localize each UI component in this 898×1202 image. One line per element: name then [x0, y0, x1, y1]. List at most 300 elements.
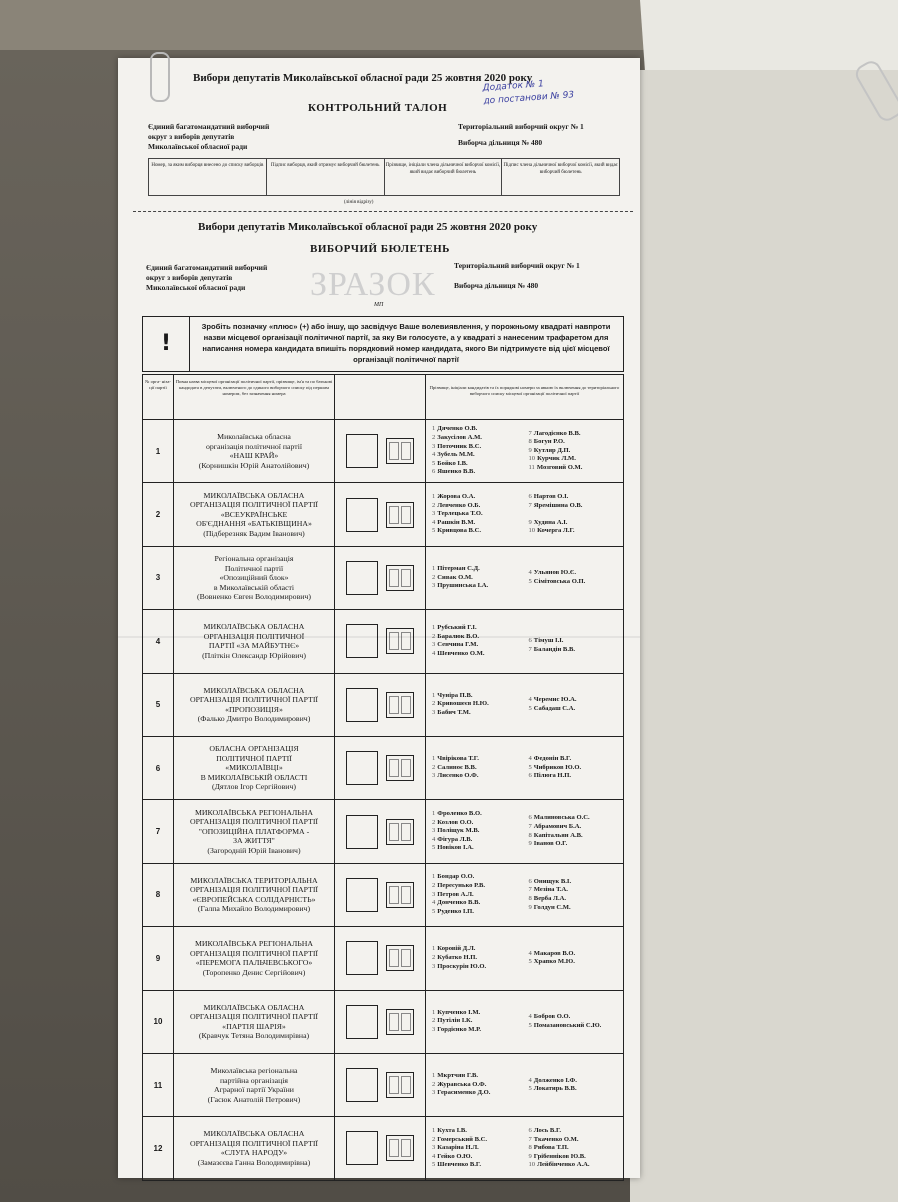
candidate-index: 3 [432, 827, 436, 835]
candidate-index: 4 [432, 451, 436, 459]
stub-district-right [458, 122, 628, 148]
candidate-column [529, 486, 618, 542]
stub-column: Підпис члена дільничної виборчої комісії, який видає виборчий бюлетень [503, 163, 618, 175]
candidate-name: 8 Рибова Т.П. [528, 1144, 569, 1152]
candidate-index: 6 [528, 1127, 532, 1134]
candidate-name: 2 Кривошеєв Н.Ю. [432, 700, 489, 708]
candidate-column [529, 1057, 618, 1113]
candidate-name: 11 Мозговий О.М. [528, 464, 583, 472]
candidate-name: 3 Поліщук М.В. [432, 827, 480, 835]
candidate-column [529, 930, 618, 986]
candidate-name: 3 Лисенко О.Ф. [432, 772, 479, 780]
party-name-line: (Кравчук Тетяна Володимирівна) [198, 1031, 310, 1041]
candidate-name: 3 Поточник В.С. [432, 442, 482, 450]
party-vote-checkbox[interactable] [346, 815, 378, 849]
party-name-line: (Підберезняк Вадим Іванович) [203, 528, 305, 538]
party-vote-checkbox[interactable] [346, 688, 378, 722]
candidate-index: 7 [528, 1135, 532, 1143]
candidate-name: 5 Чибриков Ю.О. [528, 763, 582, 771]
party-name-line: (Замазєєва Ганна Володимирівна) [197, 1157, 311, 1167]
candidate-index: 11 [528, 464, 535, 472]
candidate-name: 1 Чуніра П.В. [432, 691, 473, 699]
party-vote-checkbox[interactable] [346, 1005, 378, 1039]
candidate-index: 2 [432, 954, 436, 962]
candidate-name: 10 Кочерга Л.Г. [528, 527, 575, 535]
candidate-index: 3 [432, 510, 436, 518]
candidate-name: 1 Пітерман С.Д. [432, 565, 480, 573]
header-party: Повна назва місцевої організації політичної партії, прізвище, ім'я та по батькові кандидата в депутати, включеного до єдиного виборчого списку під першим номером, без зазначення номера [174, 375, 335, 419]
candidate-index: 5 [432, 527, 436, 535]
party-name-line: Миколаївська обласна [217, 432, 291, 442]
party-name [174, 737, 335, 799]
candidate-name: 9 Худяна А.І. [528, 518, 568, 526]
party-name-line: ОРГАНІЗАЦІЯ ПОЛІТИЧНОЇ ПАРТІЇ [189, 1138, 319, 1148]
candidate-name: 2 Путілін І.К. [432, 1017, 473, 1025]
candidate-name: 4 Донченко В.В. [432, 899, 481, 907]
stub-heading: КОНТРОЛЬНИЙ ТАЛОН [308, 102, 448, 114]
party-name-line: «МИКОЛАЇВЦІ» [225, 763, 283, 773]
candidate-name: 3 Прушинська І.А. [432, 582, 489, 590]
candidate-index: 6 [528, 877, 532, 885]
digit-stencil [389, 506, 399, 524]
party-name [174, 991, 335, 1053]
party-number: 6 [143, 737, 174, 799]
candidate-number-box[interactable] [386, 692, 414, 718]
candidate-name: 8 Капітальян А.В. [528, 831, 583, 839]
candidate-name: 3 Бабич Т.М. [432, 709, 471, 717]
party-number: 12 [143, 1117, 174, 1179]
digit-stencil [401, 569, 411, 587]
candidate-name: 1 Бондар О.О. [432, 873, 475, 881]
party-number: 3 [143, 547, 174, 609]
handwritten-line: Додаток № 1 [482, 79, 545, 94]
vote-boxes [335, 991, 426, 1053]
vote-boxes [335, 800, 426, 862]
ballot-page [118, 58, 640, 1178]
candidate-column [529, 1120, 618, 1176]
party-name [174, 483, 335, 545]
candidate-name: 5 Сабадаш С.А. [528, 704, 576, 712]
candidate-number-box[interactable] [386, 1135, 414, 1161]
candidate-index: 7 [528, 429, 532, 437]
seal-place-label: МП [374, 302, 384, 308]
stub-column: Підпис виборця, який отримує виборчий бюлетень [267, 159, 385, 195]
stub-left-line: Єдиний багатомандатний виборчий [148, 122, 270, 131]
party-name-line: «ПАРТІЯ ШАРІЯ» [222, 1021, 286, 1031]
candidate-index: 3 [432, 772, 436, 780]
candidate-index: 1 [432, 1008, 436, 1016]
candidate-name: 2 Баралюк В.О. [432, 632, 479, 640]
candidate-name: 7 Яремішина О.В. [528, 501, 583, 509]
candidate-list [426, 737, 623, 799]
party-name-line: ОРГАНІЗАЦІЯ ПОЛІТИЧНОЇ ПАРТІЇ [189, 817, 319, 827]
candidate-index: 4 [432, 649, 436, 657]
candidate-name: 2 Салиноє В.В. [432, 763, 477, 771]
candidate-column [529, 550, 618, 606]
party-row [143, 420, 623, 483]
stub-signature-table [148, 158, 620, 196]
candidate-name: 4 Черемис Ю.А. [528, 696, 577, 704]
candidate-number-box[interactable] [386, 502, 414, 528]
vote-boxes [335, 1117, 426, 1179]
party-name-line: ЗА ЖИТТЯ" [233, 836, 275, 846]
candidate-index: 10 [528, 527, 536, 535]
party-name-line: (Дятлов Ігор Сергійович) [212, 782, 296, 792]
digit-stencil [401, 886, 411, 904]
candidate-index: 8 [528, 894, 532, 902]
header-candidates: Прізвище, ініціали кандидатів та їх порядкові номери за явною їх включення до територіального виборчого списку місцевої організації політичної партії [429, 385, 620, 396]
candidate-index: 3 [432, 641, 436, 649]
candidate-index: 2 [432, 818, 436, 826]
stub-title: Вибори депутатів Миколаївської обласної ради 25 жовтня 2020 року [193, 72, 533, 84]
digit-stencil [389, 886, 399, 904]
candidate-index: 5 [528, 577, 532, 585]
candidate-name: 1 Коровій Д.Л. [432, 945, 476, 953]
background-paper-right [630, 70, 898, 1202]
candidate-index: 3 [432, 582, 436, 590]
candidate-list [426, 547, 623, 609]
candidate-index: 8 [528, 831, 532, 839]
party-name [174, 800, 335, 862]
candidate-number-box[interactable] [386, 819, 414, 845]
digit-stencil [389, 442, 399, 460]
candidate-index: 9 [528, 446, 532, 454]
party-name [174, 1117, 335, 1179]
candidate-name: 5 Храпко М.Ю. [528, 958, 575, 966]
candidate-index: 3 [432, 1144, 436, 1152]
candidate-name: 2 Закусілов А.М. [432, 434, 482, 441]
candidate-column [432, 994, 521, 1050]
candidate-index: 4 [528, 755, 532, 763]
candidate-name: 7 Баландін В.В. [528, 645, 576, 653]
candidate-name: 1 Мкртчян Г.В. [432, 1072, 479, 1080]
candidate-index: 7 [528, 645, 532, 653]
candidate-index: 5 [528, 704, 532, 712]
candidate-index: 2 [432, 1080, 436, 1088]
candidate-column [529, 803, 618, 859]
candidate-index: 2 [432, 1017, 436, 1025]
candidate-number-box[interactable] [386, 1072, 414, 1098]
ballot-left-line: округ з виборів депутатів [146, 273, 233, 282]
candidate-index: 1 [432, 755, 436, 763]
candidate-index: 4 [432, 518, 436, 526]
vote-boxes [335, 737, 426, 799]
candidate-name: 3 Гордієнко М.Р. [432, 1026, 481, 1033]
party-vote-checkbox[interactable] [346, 751, 378, 785]
candidate-index: 1 [432, 691, 436, 699]
candidate-column [529, 677, 618, 733]
ballot-right-line: Територіальний виборчий округ № 1 [454, 261, 580, 270]
party-name-line: Миколаївська регіональна [210, 1066, 298, 1076]
party-name-line: МИКОЛАЇВСЬКА ОБЛАСНА [203, 622, 305, 632]
candidate-name: 3 Герасименко Д.О. [432, 1089, 491, 1097]
candidate-number-box[interactable] [386, 755, 414, 781]
party-vote-checkbox[interactable] [346, 561, 378, 595]
candidate-index: 3 [432, 962, 436, 970]
candidate-number-box[interactable] [386, 565, 414, 591]
digit-stencil [389, 1013, 399, 1031]
candidate-index: 1 [432, 493, 436, 501]
party-name [174, 610, 335, 672]
digit-stencil [401, 949, 411, 967]
candidate-name: 4 Зубель М.М. [432, 451, 475, 459]
ballot-table [142, 374, 624, 1181]
candidate-index: 2 [432, 434, 436, 441]
candidate-index: 1 [432, 565, 436, 573]
vote-boxes [335, 1054, 426, 1116]
candidate-number-box[interactable] [386, 882, 414, 908]
party-name-line: "ОПОЗИЦІЙНА ПЛАТФОРМА - [198, 826, 310, 836]
ballot-heading: ВИБОРЧИЙ БЮЛЕТЕНЬ [310, 243, 450, 255]
candidate-index: 6 [528, 493, 532, 501]
candidate-list [426, 864, 623, 926]
candidate-name: 1 Рубський Г.І. [432, 624, 477, 632]
candidate-index: 10 [528, 455, 536, 463]
candidate-column [432, 550, 521, 606]
party-number: 8 [143, 864, 174, 926]
party-name-line: ПОЛІТИЧНОЇ ПАРТІЇ [216, 753, 292, 763]
candidate-index: 1 [432, 1072, 436, 1080]
candidate-name: 5 Локатирь В.В. [528, 1085, 577, 1093]
party-name-line: (Фалько Дмитро Володимирович) [197, 714, 311, 724]
candidate-list [426, 483, 623, 545]
party-vote-checkbox[interactable] [346, 1068, 378, 1102]
vote-boxes [335, 483, 426, 545]
candidate-column [432, 930, 521, 986]
digit-stencil [401, 759, 411, 777]
candidate-name: 1 Кухта І.В. [432, 1127, 467, 1134]
candidate-name: 5 Сімітовська О.П. [528, 577, 586, 585]
party-vote-checkbox[interactable] [346, 878, 378, 912]
stub-right-line: Виборча дільниця № 480 [458, 138, 543, 147]
candidate-index: 8 [528, 1144, 532, 1152]
candidate-index: 10 [528, 1161, 536, 1169]
party-vote-checkbox[interactable] [346, 498, 378, 532]
party-name-line: В МИКОЛАЇВСЬКІЙ ОБЛАСТІ [200, 772, 308, 782]
stub-column: Номер, за яким виборця внесено до списку виборців [149, 159, 267, 195]
candidate-index: 6 [528, 814, 532, 822]
candidate-index: 9 [528, 903, 532, 911]
candidate-index: 5 [432, 1161, 436, 1169]
candidate-name: 2 Козлов О.О. [432, 818, 474, 826]
digit-stencil [401, 1139, 411, 1157]
candidate-index: 1 [432, 1127, 436, 1134]
candidate-column [529, 740, 618, 796]
candidate-name: 6 Лось В.Г. [528, 1127, 562, 1134]
paper-fold [118, 636, 640, 638]
ballot-left-line: Миколаївської обласної ради [146, 283, 246, 292]
party-name [174, 674, 335, 736]
candidate-index: 3 [432, 709, 436, 717]
digit-stencil [401, 506, 411, 524]
digit-stencil [389, 1076, 399, 1094]
candidate-index: 7 [528, 886, 532, 894]
party-vote-checkbox[interactable] [346, 434, 378, 468]
candidate-name: 9 Кутляр Д.П. [528, 446, 571, 454]
candidate-index: 7 [528, 822, 532, 830]
candidate-name: 4 Фігура Л.В. [432, 835, 473, 843]
candidate-name: 2 Сивак О.М. [432, 573, 473, 581]
candidate-number-box[interactable] [386, 438, 414, 464]
candidate-list [426, 927, 623, 989]
party-row [143, 991, 623, 1054]
candidate-index: 9 [528, 518, 532, 526]
ballot-right-line: Виборча дільниця № 480 [454, 281, 539, 290]
party-row [143, 737, 623, 800]
candidate-column [529, 994, 618, 1050]
candidate-name: 3 Петров А.Л. [432, 890, 474, 898]
candidate-list [426, 674, 623, 736]
stub-column: Прізвище, ініціали члена дільничної виборчої комісії, який видає виборчий бюлетень [385, 159, 503, 195]
party-row [143, 483, 623, 546]
candidate-name: 6 Яшенко В.В. [432, 468, 476, 476]
party-name-line: МИКОЛАЇВСЬКА ОБЛАСНА [203, 685, 305, 695]
party-name-line: «ЄВРОПЕЙСЬКА СОЛІДАРНІСТЬ» [192, 894, 316, 904]
candidate-name: 7 Ткаченко О.М. [528, 1135, 579, 1143]
party-name-line: МИКОЛАЇВСЬКА ОБЛАСНА [203, 490, 305, 500]
party-name-line: МИКОЛАЇВСЬКА РЕГІОНАЛЬНА [194, 807, 314, 817]
candidate-column [529, 867, 618, 923]
candidate-name: 1 Чвірікова Т.Г. [432, 755, 479, 763]
digit-stencil [389, 696, 399, 714]
candidate-column [529, 613, 618, 669]
candidate-name: 1 Дяченко О.В. [432, 425, 478, 433]
party-name-line: МИКОЛАЇВСЬКА ТЕРИТОРІАЛЬНА [190, 875, 318, 885]
party-name-line: Політичної партії [224, 563, 284, 573]
candidate-name: 3 Терлецька Т.О. [432, 510, 483, 518]
header-marks [335, 375, 426, 419]
party-name-line: ОРГАНІЗАЦІЯ ПОЛІТИЧНОЇ ПАРТІЇ [189, 885, 319, 895]
candidate-list [426, 420, 623, 482]
stub-left-line: округ з виборів депутатів [148, 132, 235, 141]
candidate-name: 8 Верба Л.А. [528, 894, 567, 902]
candidate-index: 2 [432, 763, 436, 771]
digit-stencil [389, 759, 399, 777]
candidate-index: 6 [528, 772, 532, 780]
candidate-list [426, 1117, 623, 1179]
party-name [174, 927, 335, 989]
party-row [143, 1117, 623, 1179]
candidate-number-box[interactable] [386, 1009, 414, 1035]
candidate-name: 9 Іванов О.Г. [528, 840, 568, 848]
candidate-name: 9 Грібенніков Ю.В. [528, 1152, 586, 1160]
candidate-list [426, 1054, 623, 1116]
digit-stencil [389, 949, 399, 967]
party-number: 4 [143, 610, 174, 672]
candidate-name: 4 Долженко І.Ф. [528, 1076, 577, 1084]
party-name [174, 864, 335, 926]
paperclip-icon [150, 52, 170, 102]
digit-stencil [401, 823, 411, 841]
candidate-name: 5 Шевченко В.Г. [432, 1161, 482, 1169]
candidate-number-box[interactable] [386, 945, 414, 971]
party-name-line: в Миколаївській області [213, 582, 295, 592]
candidate-name: 5 Кривцова В.С. [432, 527, 481, 535]
party-row [143, 927, 623, 990]
candidate-index: 2 [432, 700, 436, 708]
candidate-name: 5 Руденко І.П. [432, 907, 474, 915]
party-number: 2 [143, 483, 174, 545]
candidate-column [432, 867, 521, 923]
candidate-name: 2 Пересунько Р.В. [432, 882, 486, 890]
party-name-line: «Опозиційний блок» [219, 573, 289, 583]
party-name-line: «СЛУГА НАРОДУ» [220, 1148, 288, 1158]
candidate-name: 4 Макаров В.О. [528, 949, 576, 957]
party-name-line: ОРГАНІЗАЦІЯ ПОЛІТИЧНОЇ ПАРТІЇ [189, 948, 319, 958]
candidate-column [432, 740, 521, 796]
vote-boxes [335, 547, 426, 609]
candidate-name: 2 Кубатко Н.П. [432, 954, 477, 962]
party-vote-checkbox[interactable] [346, 1131, 378, 1165]
digit-stencil [389, 569, 399, 587]
candidate-number-box[interactable] [386, 628, 414, 654]
cut-line [133, 211, 633, 212]
candidate-column [432, 677, 521, 733]
digit-stencil [389, 1139, 399, 1157]
candidate-name: 10 Курчик Л.М. [528, 455, 576, 463]
candidate-name: 2 Журавська О.Ф. [432, 1080, 487, 1088]
vote-boxes [335, 610, 426, 672]
vote-boxes [335, 420, 426, 482]
party-name-line: (Гасюк Анатолій Петрович) [207, 1094, 301, 1104]
party-name [174, 547, 335, 609]
party-row [143, 864, 623, 927]
digit-stencil [401, 696, 411, 714]
candidate-name: 8 Богун Р.О. [528, 438, 565, 446]
digit-stencil [401, 442, 411, 460]
candidate-name: 2 Левченко О.Б. [432, 501, 481, 509]
party-vote-checkbox[interactable] [346, 624, 378, 658]
stub-district-left [148, 122, 318, 152]
candidate-name: 1 Фроленко В.О. [432, 810, 482, 818]
exclamation-icon: ! [143, 317, 190, 371]
stub-left-line: Миколаївської обласної ради [148, 142, 248, 151]
vote-boxes [335, 927, 426, 989]
party-name-line: Регіональна організація [214, 554, 294, 564]
party-vote-checkbox[interactable] [346, 941, 378, 975]
candidate-index: 2 [432, 501, 436, 509]
candidate-name: 6 Малиновська О.С. [528, 814, 590, 822]
candidate-index: 4 [528, 949, 532, 957]
party-name [174, 1054, 335, 1116]
vote-boxes [335, 864, 426, 926]
candidate-index: 4 [528, 696, 532, 704]
party-row [143, 1054, 623, 1117]
candidate-index: 6 [528, 637, 532, 645]
header-number: № орга- ніза- ції партії [143, 375, 174, 419]
digit-stencil [401, 1013, 411, 1031]
party-name-line: «ПЕРЕМОГА ПАЛЬЧЕВСЬКОГО» [195, 958, 313, 968]
candidate-index: 7 [528, 501, 532, 509]
party-name-line: ОБ'ЄДНАННЯ «БАТЬКІВЩИНА» [196, 519, 312, 529]
party-name-line: партійна організація [219, 1075, 289, 1085]
candidate-name: 5 Новіков І.А. [432, 844, 474, 852]
party-name-line: ОРГАНІЗАЦІЯ ПОЛІТИЧНОЇ [203, 631, 305, 641]
party-number: 9 [143, 927, 174, 989]
party-number: 11 [143, 1054, 174, 1116]
party-name-line: ОРГАНІЗАЦІЯ ПОЛІТИЧНОЇ ПАРТІЇ [189, 695, 319, 705]
candidate-name: 6 Пілюга Н.П. [528, 772, 571, 780]
candidate-index: 2 [432, 573, 436, 581]
candidate-name: 4 Шевченко О.М. [432, 649, 485, 657]
candidate-index: 1 [432, 425, 436, 433]
candidate-name: 4 Ульянов Ю.Є. [528, 569, 576, 577]
party-name-line: МИКОЛАЇВСЬКА ОБЛАСНА [203, 1129, 305, 1139]
party-name-line: організація політичної партії [205, 441, 303, 451]
candidate-name: 4 Рашкін В.М. [432, 518, 476, 526]
candidate-index: 4 [528, 569, 532, 577]
handwritten-line: до постанови № 93 [483, 90, 575, 107]
